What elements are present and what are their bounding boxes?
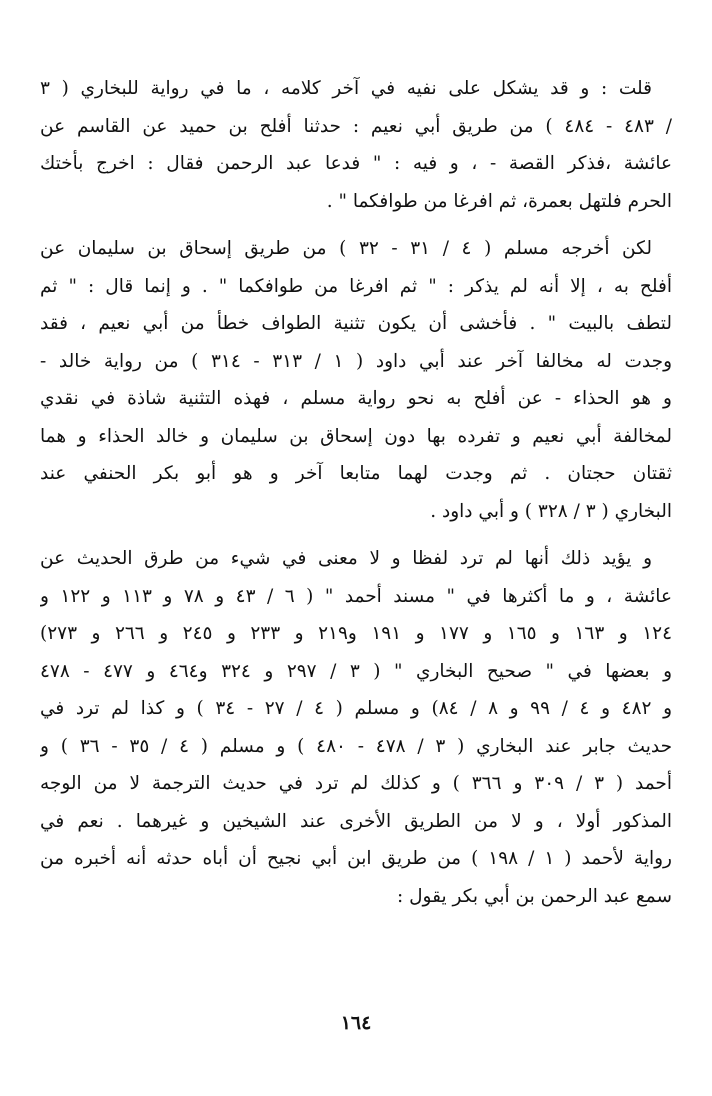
- page-body: [40, 70, 672, 925]
- text-line: لمخالفة أبي نعيم و تفرده بها دون إسحاق بن سليمان و خالد الحذاء و هما: [40, 425, 672, 447]
- paragraph-3: [40, 540, 672, 915]
- text-line: المذكور أولا ، و لا من الطريق الأخرى عند الشيخين و غيرهما . نعم في: [40, 810, 672, 832]
- text-line: و يؤيد ذلك أنها لم ترد لفظا و لا معنى في شيء من طرق الحديث عن: [40, 548, 652, 569]
- text-line: و هو الحذاء - عن أفلح به نحو رواية مسلم ، فهذه التثنية شاذة في نقدي: [40, 388, 672, 409]
- text-line: رواية لأحمد ( ١ / ١٩٨ ) من طريق ابن أبي نجيح أن أباه حدثه أنه أخبره من: [40, 848, 672, 869]
- text-line: حديث جابر عند البخاري ( ٣ / ٤٧٨ - ٤٨٠ ) و مسلم ( ٤ / ٣٥ - ٣٦ ) و: [40, 735, 672, 757]
- text-line: الحرم فلتهل بعمرة، ثم افرغا من طوافكما " .: [326, 190, 672, 212]
- text-line: لتطف بالبيت " . فأخشى أن يكون تثنية الطواف خطأ من أبي نعيم ، فقد: [40, 313, 672, 334]
- text-line: عائشة ،فذكر القصة - ، و فيه : " فدعا عبد الرحمن فقال : اخرج بأختك: [40, 153, 672, 174]
- text-line: و بعضها في " صحيح البخاري " ( ٣ / ٢٩٧ و ٣٢٤ و٤٦٤ و ٤٧٧ - ٤٧٨: [40, 660, 672, 682]
- text-line: لكن أخرجه مسلم ( ٤ / ٣١ - ٣٢ ) من طريق إسحاق بن سليمان عن: [40, 238, 652, 259]
- paragraph-2: [40, 230, 672, 530]
- text-line: / ٤٨٣ - ٤٨٤ ) من طريق أبي نعيم : حدثنا أفلح بن حميد عن القاسم عن: [40, 115, 672, 137]
- text-line: عائشة ، و ما أكثرها في " مسند أحمد " ( ٦ / ٤٣ و ٧٨ و ١١٣ و ١٢٢ و: [40, 585, 672, 607]
- text-line: سمع عبد الرحمن بن أبي بكر يقول :: [397, 885, 672, 907]
- text-line: ثقتان حجتان . ثم وجدت لهما متابعا آخر و هو أبو بكر الحنفي عند: [40, 463, 672, 484]
- text-line: و ٤٨٢ و ٤ / ٩٩ و ٨ / ٨٤) و مسلم ( ٤ / ٢٧ - ٣٤ ) و كذا لم ترد في: [40, 698, 672, 719]
- text-line: البخاري ( ٣ / ٣٢٨ ) و أبي داود .: [430, 500, 672, 522]
- text-line: قلت : و قد يشكل على نفيه في آخر كلامه ، ما في رواية للبخاري ( ٣: [40, 78, 652, 99]
- text-line: ١٢٤ و ١٦٣ و ١٦٥ و ١٧٧ و ١٩١ و٢١٩ و ٢٣٣ و ٢٤٥ و ٢٦٦ و ٢٧٣): [40, 623, 672, 644]
- text-line: أحمد ( ٣ / ٣٠٩ و ٣٦٦ ) و كذلك لم ترد في حديث الترجمة لا من الوجه: [40, 773, 672, 794]
- text-line: وجدت له مخالفا آخر عند أبي داود ( ١ / ٣١٣ - ٣١٤ ) من رواية خالد -: [40, 350, 672, 372]
- text-line: أفلح به ، إلا أنه لم يذكر : " ثم افرغا من طوافكما " . و إنما قال : " ثم: [40, 275, 672, 297]
- paragraph-1: [40, 70, 672, 220]
- page-number: ١٦٤: [340, 1012, 372, 1034]
